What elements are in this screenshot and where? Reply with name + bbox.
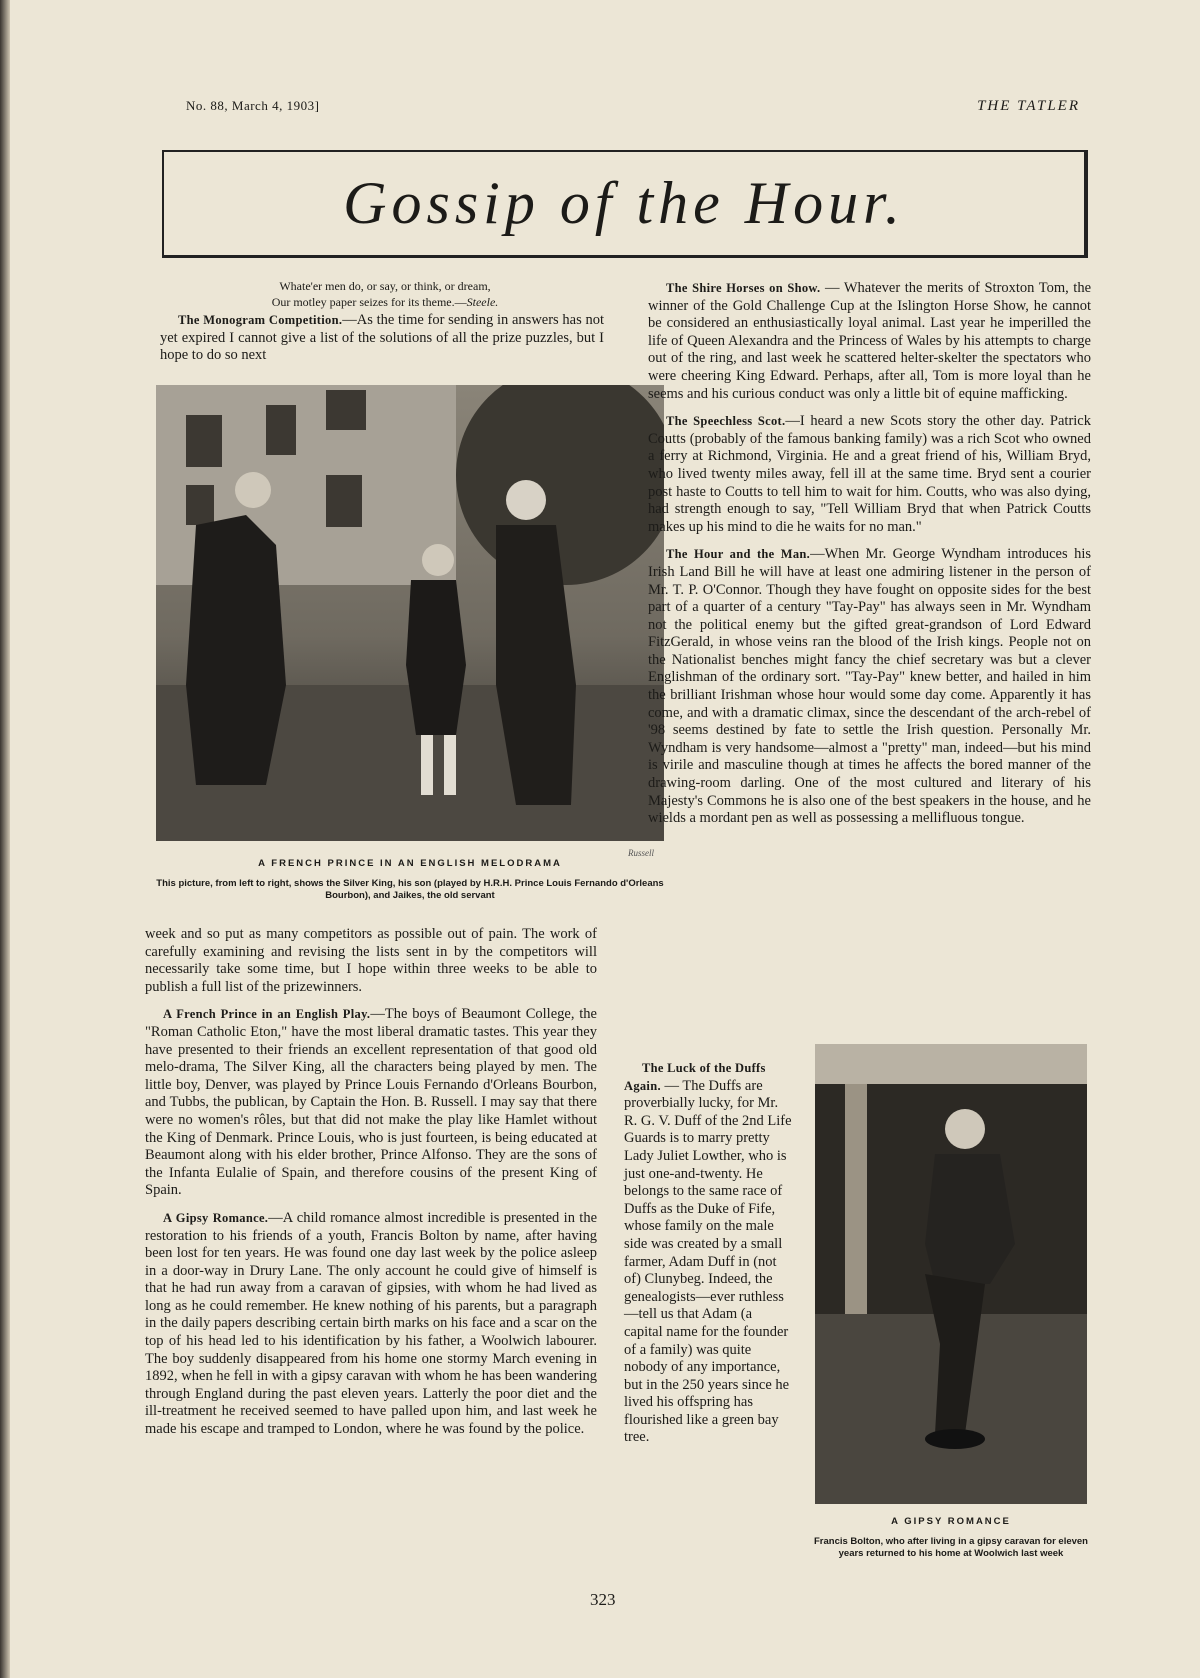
gipsy-romance-lead: A Gipsy Romance. xyxy=(163,1210,269,1225)
speechless-scot-lead: The Speechless Scot. xyxy=(666,414,786,429)
hour-and-man-text: —When Mr. George Wyndham introduces his Irish Land Bill he will have at least one admiring listener in the person of Mr. T. P. O'Connor. Though they have fought on opposite sides for the best part of a quarter of a century "Tay-Pay" has always seen in Mr. Wyndham not the political enemy but the gifted great-grandson of Lord Edward FitzGerald, in whose veins ran the blood of the Irish kings. People not on the Nationalist benches might fancy the chief secretary was but a clever Englishman of the ordinary sort. "Tay-Pay" knew better, and hailed in him the brilliant Irishman whose hour would some day come. Apparently it has come, and with a dramatic climax, since the descendant of the arch-rebel of '98 seems destined by fate to settle the Irish question. Personally Mr. Wyndham is very handsome—almost a "pretty" man, indeed—but his mind is virile and masculine though at times he affects the bored manner of the drawing-room darling. One of the most cultured and literary of his Majesty's Commons he is also one of the best speakers in the house, and he wields a mordant pen as well as possessing a mellifluous tongue. xyxy=(648,546,1091,827)
photo-credit: Russell xyxy=(628,848,654,858)
left-column-lower xyxy=(145,926,597,1449)
epigraph-text: Our motley paper seizes for its theme.— xyxy=(271,295,467,309)
duffs-column xyxy=(624,1060,792,1457)
melodrama-photo xyxy=(156,385,664,841)
magazine-name: THE TATLER xyxy=(977,98,1080,114)
melodrama-caption-title: A FRENCH PRINCE IN AN ENGLISH MELODRAMA xyxy=(258,858,562,869)
gipsy-photo xyxy=(815,1044,1087,1504)
duffs-text: — The Duffs are proverbially lucky, for Mr. R. G. V. Duff of the 2nd Life Guards is to marry pretty Lady Juliet Lowther, who is just one-and-twenty. He belongs to the same race of Duffs as the Duke of Fife, whose family on the male side was created by a small farmer, Adam Duff in (not of) Clunybeg. Indeed, the genealogists—ever ruthless —tell us that Adam (a capital name for the founder of a family) was quite nobody of any importance, but in the 250 years since he lived his offspring has flourished like a green bay tree. xyxy=(624,1077,792,1446)
right-column xyxy=(648,280,1091,838)
shire-horses-text: — Whatever the merits of Stroxton Tom, the winner of the Gold Challenge Cup at the Islington Horse Show, he cannot be considered an enthusiastically loyal animal. Last year he imperilled the life of Queen Alexandra and the Princess of Wales by his attempts to charge out of the ring, and last week he scattered helter-skelter the spectators who were cheering King Edward. Perhaps, after all, Tom is more loyal than he seems and his curious conduct was only a little bit of equine mafficking. xyxy=(648,280,1092,402)
speechless-scot-text: —I heard a new Scots story the other day. Patrick Coutts (probably of the famous banking family) was a rich Scot who owned a ferry at Richmond, Virginia. He and a great friend of his, William Bryd, who lived twenty miles away, fell ill at the same time. Bryd sent a courier post haste to Coutts to tell him to wait for him. Coutts, who was also dying, had strength enough to say, "Tell William Bryd that when Patrick Coutts makes up his mind to die he waits for no man." xyxy=(648,413,1091,535)
french-prince-lead: A French Prince in an English Play. xyxy=(163,1007,371,1022)
monogram-continued: week and so put as many competitors as possible out of pain. The work of carefully examining and revising the lists sent in by the competitors will necessarily take some time, but I hope within three weeks to be able to publish a full list of the prizewinners. xyxy=(145,926,597,995)
gipsy-caption-title: A GIPSY ROMANCE xyxy=(891,1516,1011,1527)
gipsy-romance-text: —A child romance almost incredible is presented in the restoration to his friends of a youth, Francis Bolton by name, after having been lost for ten years. He was found one day last week by the police asleep in a door-way in Drury Lane. The only account he could give of himself is that he had run away from a caravan of gipsies, with whom he had lived as long as he could remember. He knew nothing of his parents, but a paragraph in the daily papers describing certain birth marks on his face and a scar on the top of his head led to his identification by his father, a Woolwich labourer. The boy suddenly disappeared from his home one stormy March evening in 1892, when he fell in with a gipsy caravan with whom he has been wandering through England during the past eleven years. Latterly the poor diet and the ill-treatment he received seemed to have palled upon him, and last week he made his escape and tramped to London, where he was found by the police. xyxy=(145,1209,598,1438)
melodrama-caption-text: This picture, from left to right, shows the Silver King, his son (played by H.R.H. Prince Louis Fernando d'Orleans Bourbon), and Jaikes, the old servant xyxy=(156,878,664,901)
duffs-lead: The Luck of the Duffs Again. xyxy=(624,1061,766,1093)
issue-header: No. 88, March 4, 1903] xyxy=(186,98,320,113)
page-number: 323 xyxy=(590,1590,616,1609)
monogram-text-a: —As the time for sending in answers has not yet expired I cannot give a list of the solutions of all the prize puzzles, but I hope to do so next xyxy=(160,312,604,364)
melodrama-photo-image xyxy=(156,385,664,841)
shire-horses-lead: The Shire Horses on Show. xyxy=(666,281,821,295)
epigraph-line-2 xyxy=(160,294,610,310)
title-box xyxy=(162,150,1088,258)
gipsy-photo-image xyxy=(815,1044,1087,1504)
monogram-lead: The Monogram Competition. xyxy=(178,313,343,327)
epigraph xyxy=(160,278,610,310)
epigraph-source: Steele. xyxy=(466,295,499,309)
epigraph-line-1: Whate'er men do, or say, or think, or dream, xyxy=(279,279,491,293)
page-edge xyxy=(0,0,10,1678)
hour-and-man-lead: The Hour and the Man. xyxy=(666,547,811,562)
page-title: Gossip of the Hour. xyxy=(343,170,905,236)
french-prince-text: —The boys of Beaumont College, the "Roman Catholic Eton," have the most liberal dramatic tastes. This year they have presented to their friends an excellent representation of that good old melo-drama, The Silver King, all the characters being played by men. The little boy, Denver, was played by Prince Louis Fernando d'Orleans Bourbon, and Tubbs, the publican, by Captain the Hon. B. Russell. I may say that there were no women's rôles, but that did not make the play like Hamlet without the King of Denmark. Prince Louis, who is just fourteen, is being educated at Beaumont along with his elder brother, Prince Alfonso. They are the sons of the Infanta Eulalie of Spain, and therefore cousins of the present King of Spain. xyxy=(145,1006,597,1199)
gipsy-caption-text: Francis Bolton, who after living in a gipsy caravan for eleven years returned to his home at Woolwich last week xyxy=(814,1536,1088,1559)
monogram-article-top xyxy=(160,312,604,375)
